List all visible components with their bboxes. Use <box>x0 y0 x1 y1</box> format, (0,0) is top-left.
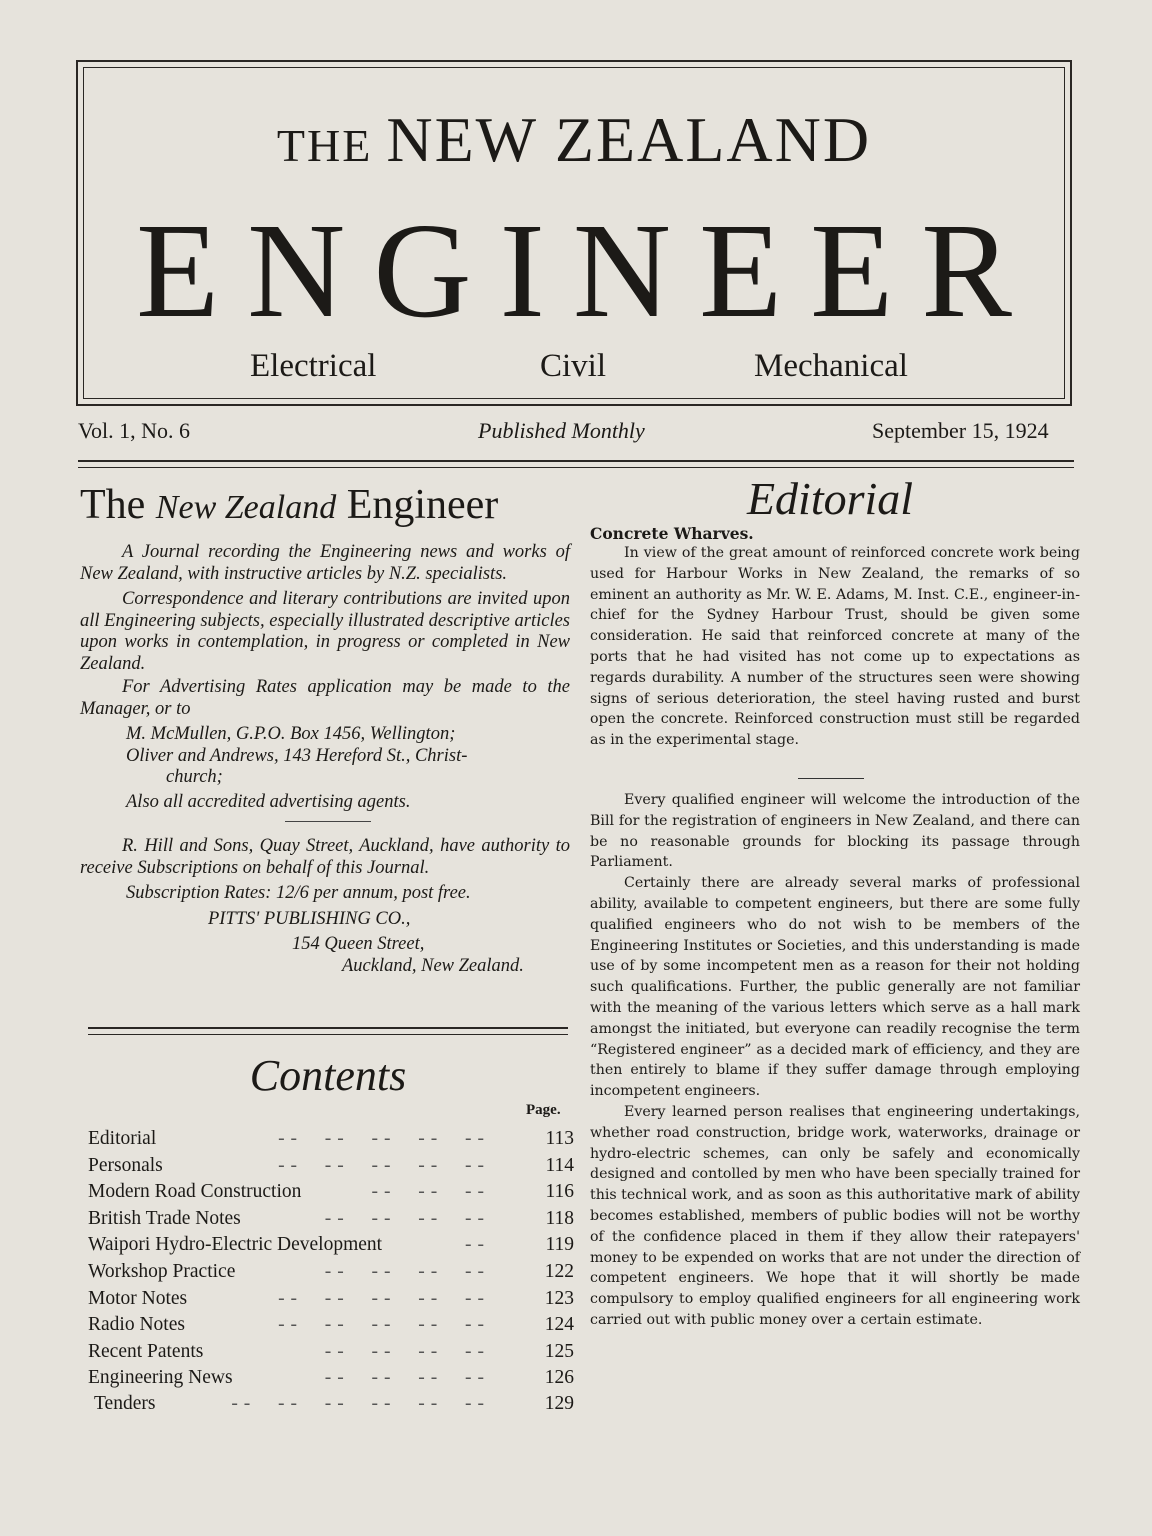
toc-item <box>88 1155 574 1181</box>
toc-leader: -- -- -- -- <box>324 1367 490 1388</box>
issue-line <box>78 418 1078 452</box>
toc-item <box>88 1288 574 1314</box>
about-column <box>80 484 570 977</box>
toc-item-name: British Trade Notes <box>88 1208 241 1229</box>
masthead-line-one <box>84 104 1064 175</box>
toc-item-page: 124 <box>544 1314 574 1335</box>
toc-item-page: 114 <box>545 1155 574 1176</box>
contents-page-label: Page. <box>526 1102 561 1118</box>
masthead-fields <box>84 348 1064 388</box>
toc-leader: -- -- -- -- -- <box>278 1155 490 1176</box>
toc-item-name: Workshop Practice <box>88 1261 236 1282</box>
journal-title-new-zealand: New Zealand <box>155 489 337 526</box>
publication-frequency: Published Monthly <box>478 418 645 443</box>
toc-leader: -- -- -- -- <box>324 1261 490 1282</box>
masthead-the: THE <box>276 120 373 171</box>
toc-item <box>88 1261 574 1287</box>
toc-leader: -- <box>465 1234 490 1255</box>
publisher-city: Auckland, New Zealand. <box>342 955 524 976</box>
contents-title: Contents <box>249 1051 407 1100</box>
masthead-engineer: ENGINEER <box>136 196 1040 346</box>
toc-item-name: Recent Patents <box>88 1341 204 1362</box>
editorial-title: Editorial <box>746 473 914 524</box>
toc-item <box>88 1314 574 1340</box>
toc-item-page: 129 <box>544 1393 574 1414</box>
editorial-paragraph: In view of the great amount of reinforced concrete work being used for Harbour Works in New Zealand, the remarks of so eminent an authority as Mr. W. E. Adams, M. Inst. C.E., engineer-in-chief for the Sydney Harbour Trust, should be given some consideration. He said that reinforced concrete at many of the ports that he had visited has not come up to expectations as regards durability. A number of the structures seen were showing signs of serious deterioration, the steel having rusted and burst open the concrete. Reinforced construction must still be regarded as in the experimental stage. <box>590 545 1080 749</box>
toc-leader: -- -- -- -- -- <box>278 1128 490 1149</box>
journal-title <box>80 484 570 526</box>
agent-christchurch-cont: church; <box>166 767 223 787</box>
journal-title-the: The <box>80 482 146 528</box>
contents-divider <box>88 1027 568 1035</box>
issue-date: September 15, 1924 <box>872 418 1049 443</box>
toc-leader: -- -- -- -- -- -- <box>231 1393 490 1414</box>
toc-item <box>88 1128 574 1154</box>
publisher-name: PITTS' PUBLISHING CO., <box>208 908 411 929</box>
toc-item-page: 123 <box>544 1288 574 1309</box>
publisher-street: 154 Queen Street, <box>292 934 425 954</box>
journal-title-engineer: Engineer <box>346 482 499 528</box>
toc-item-page: 113 <box>545 1128 574 1149</box>
agent-others: Also all accredited advertising agents. <box>126 791 411 812</box>
toc-item <box>88 1367 574 1393</box>
toc-item <box>88 1341 574 1367</box>
toc-item-name: Waipori Hydro-Electric Development <box>88 1234 383 1255</box>
toc-item-page: 122 <box>544 1261 574 1282</box>
agents-list <box>80 724 570 813</box>
correspondence-paragraph: Correspondence and literary contributions are invited upon all Engineering subjects, especially illustrated descriptive articles upon works in contemplation, in progress or completed in New Zealand. <box>80 589 570 674</box>
toc-item-name: Radio Notes <box>88 1314 185 1335</box>
toc-item <box>88 1181 574 1207</box>
toc-leader: -- -- -- -- <box>324 1208 490 1229</box>
toc-item-name: Motor Notes <box>88 1288 188 1309</box>
toc-leader: -- -- -- -- -- <box>278 1314 490 1335</box>
toc-leader: -- -- -- -- <box>324 1341 490 1362</box>
toc-item <box>88 1234 574 1260</box>
toc-item-name: Modern Road Construction <box>88 1181 302 1202</box>
agent-christchurch: Oliver and Andrews, 143 Hereford St., Christ- <box>126 745 468 766</box>
editorial-section-registration <box>590 790 1080 1331</box>
editorial-section-wharves <box>590 543 1080 751</box>
toc-item-name: Editorial <box>88 1128 157 1149</box>
subscription-rates: Subscription Rates: 12/6 per annum, post free. <box>126 883 471 903</box>
toc-item-name: Personals <box>88 1155 163 1176</box>
toc-item-page: 126 <box>544 1367 574 1388</box>
toc-item-page: 116 <box>545 1181 574 1202</box>
toc-item <box>88 1393 574 1419</box>
toc-item-name: Tenders <box>94 1393 156 1414</box>
about-paragraph: A Journal recording the Engineering news and works of New Zealand, with instructive articles by N.Z. specialists. <box>80 542 570 584</box>
header-divider <box>78 460 1074 468</box>
toc-item-page: 119 <box>545 1234 574 1255</box>
small-divider <box>285 821 371 822</box>
subscriptions-paragraph: R. Hill and Sons, Quay Street, Auckland, have authority to receive Subscriptions on behalf of this Journal. <box>80 836 570 878</box>
editorial-paragraph: Every qualified engineer will welcome the introduction of the Bill for the registration of engineers in New Zealand, and there can be no reasonable grounds for blocking its passage through Parliament. <box>590 792 1080 871</box>
field-mechanical: Mechanical <box>754 348 908 384</box>
volume-number: Vol. 1, No. 6 <box>78 418 191 443</box>
agent-wellington: M. McMullen, G.P.O. Box 1456, Wellington; <box>126 724 456 744</box>
editorial-subhead: Concrete Wharves. <box>590 524 754 543</box>
editorial-divider <box>798 778 864 779</box>
toc-item-page: 125 <box>544 1341 574 1362</box>
toc-item-name: Engineering News <box>88 1367 233 1388</box>
toc-leader: -- -- -- -- -- <box>278 1288 490 1309</box>
editorial-paragraph: Every learned person realises that engineering undertakings, whether road construction, bridge work, waterworks, drainage or hydro-electric schemes, can only be safely and economically designed and contolled by men who have been specially trained for this technical work, and as soon as this authoritative mark of ability becomes established, members of public bodies will not be worthy of the confidence placed in them if they allow their ratepayers' money to be expended on works that are not under the direction of competent engineers. We hope that it will shortly be made compulsory to employ qualified engineers for all engineering work carried out with public money over a certain estimate. <box>590 1103 1081 1328</box>
field-electrical: Electrical <box>250 348 377 384</box>
advertising-paragraph: For Advertising Rates application may be made to the Manager, or to <box>80 677 570 719</box>
masthead <box>76 60 1072 406</box>
toc-item-page: 118 <box>545 1208 574 1229</box>
masthead-inner-border <box>83 67 1065 399</box>
editorial-paragraph: Certainly there are already several marks of professional ability, available to competent engineers, but there are some fully qualified engineers who do not wish to be members of the Engineering Institutes or Societies, and this understanding is made use of by some incompetent men as a reason for their not holding such qualifications. Further, the public generally are not familiar with the meaning of the various letters which serve as a hall mark amongst the initiated, but everyone can readily recognise the term “Registered engineer” as a decided mark of efficiency, and they are then entirely to blame if they suffer damage through employing incompetent engineers. <box>590 875 1080 1100</box>
masthead-new-zealand: NEW ZEALAND <box>386 104 872 175</box>
toc-leader: -- -- -- <box>371 1181 490 1202</box>
toc-item <box>88 1208 574 1234</box>
field-civil: Civil <box>540 348 607 384</box>
